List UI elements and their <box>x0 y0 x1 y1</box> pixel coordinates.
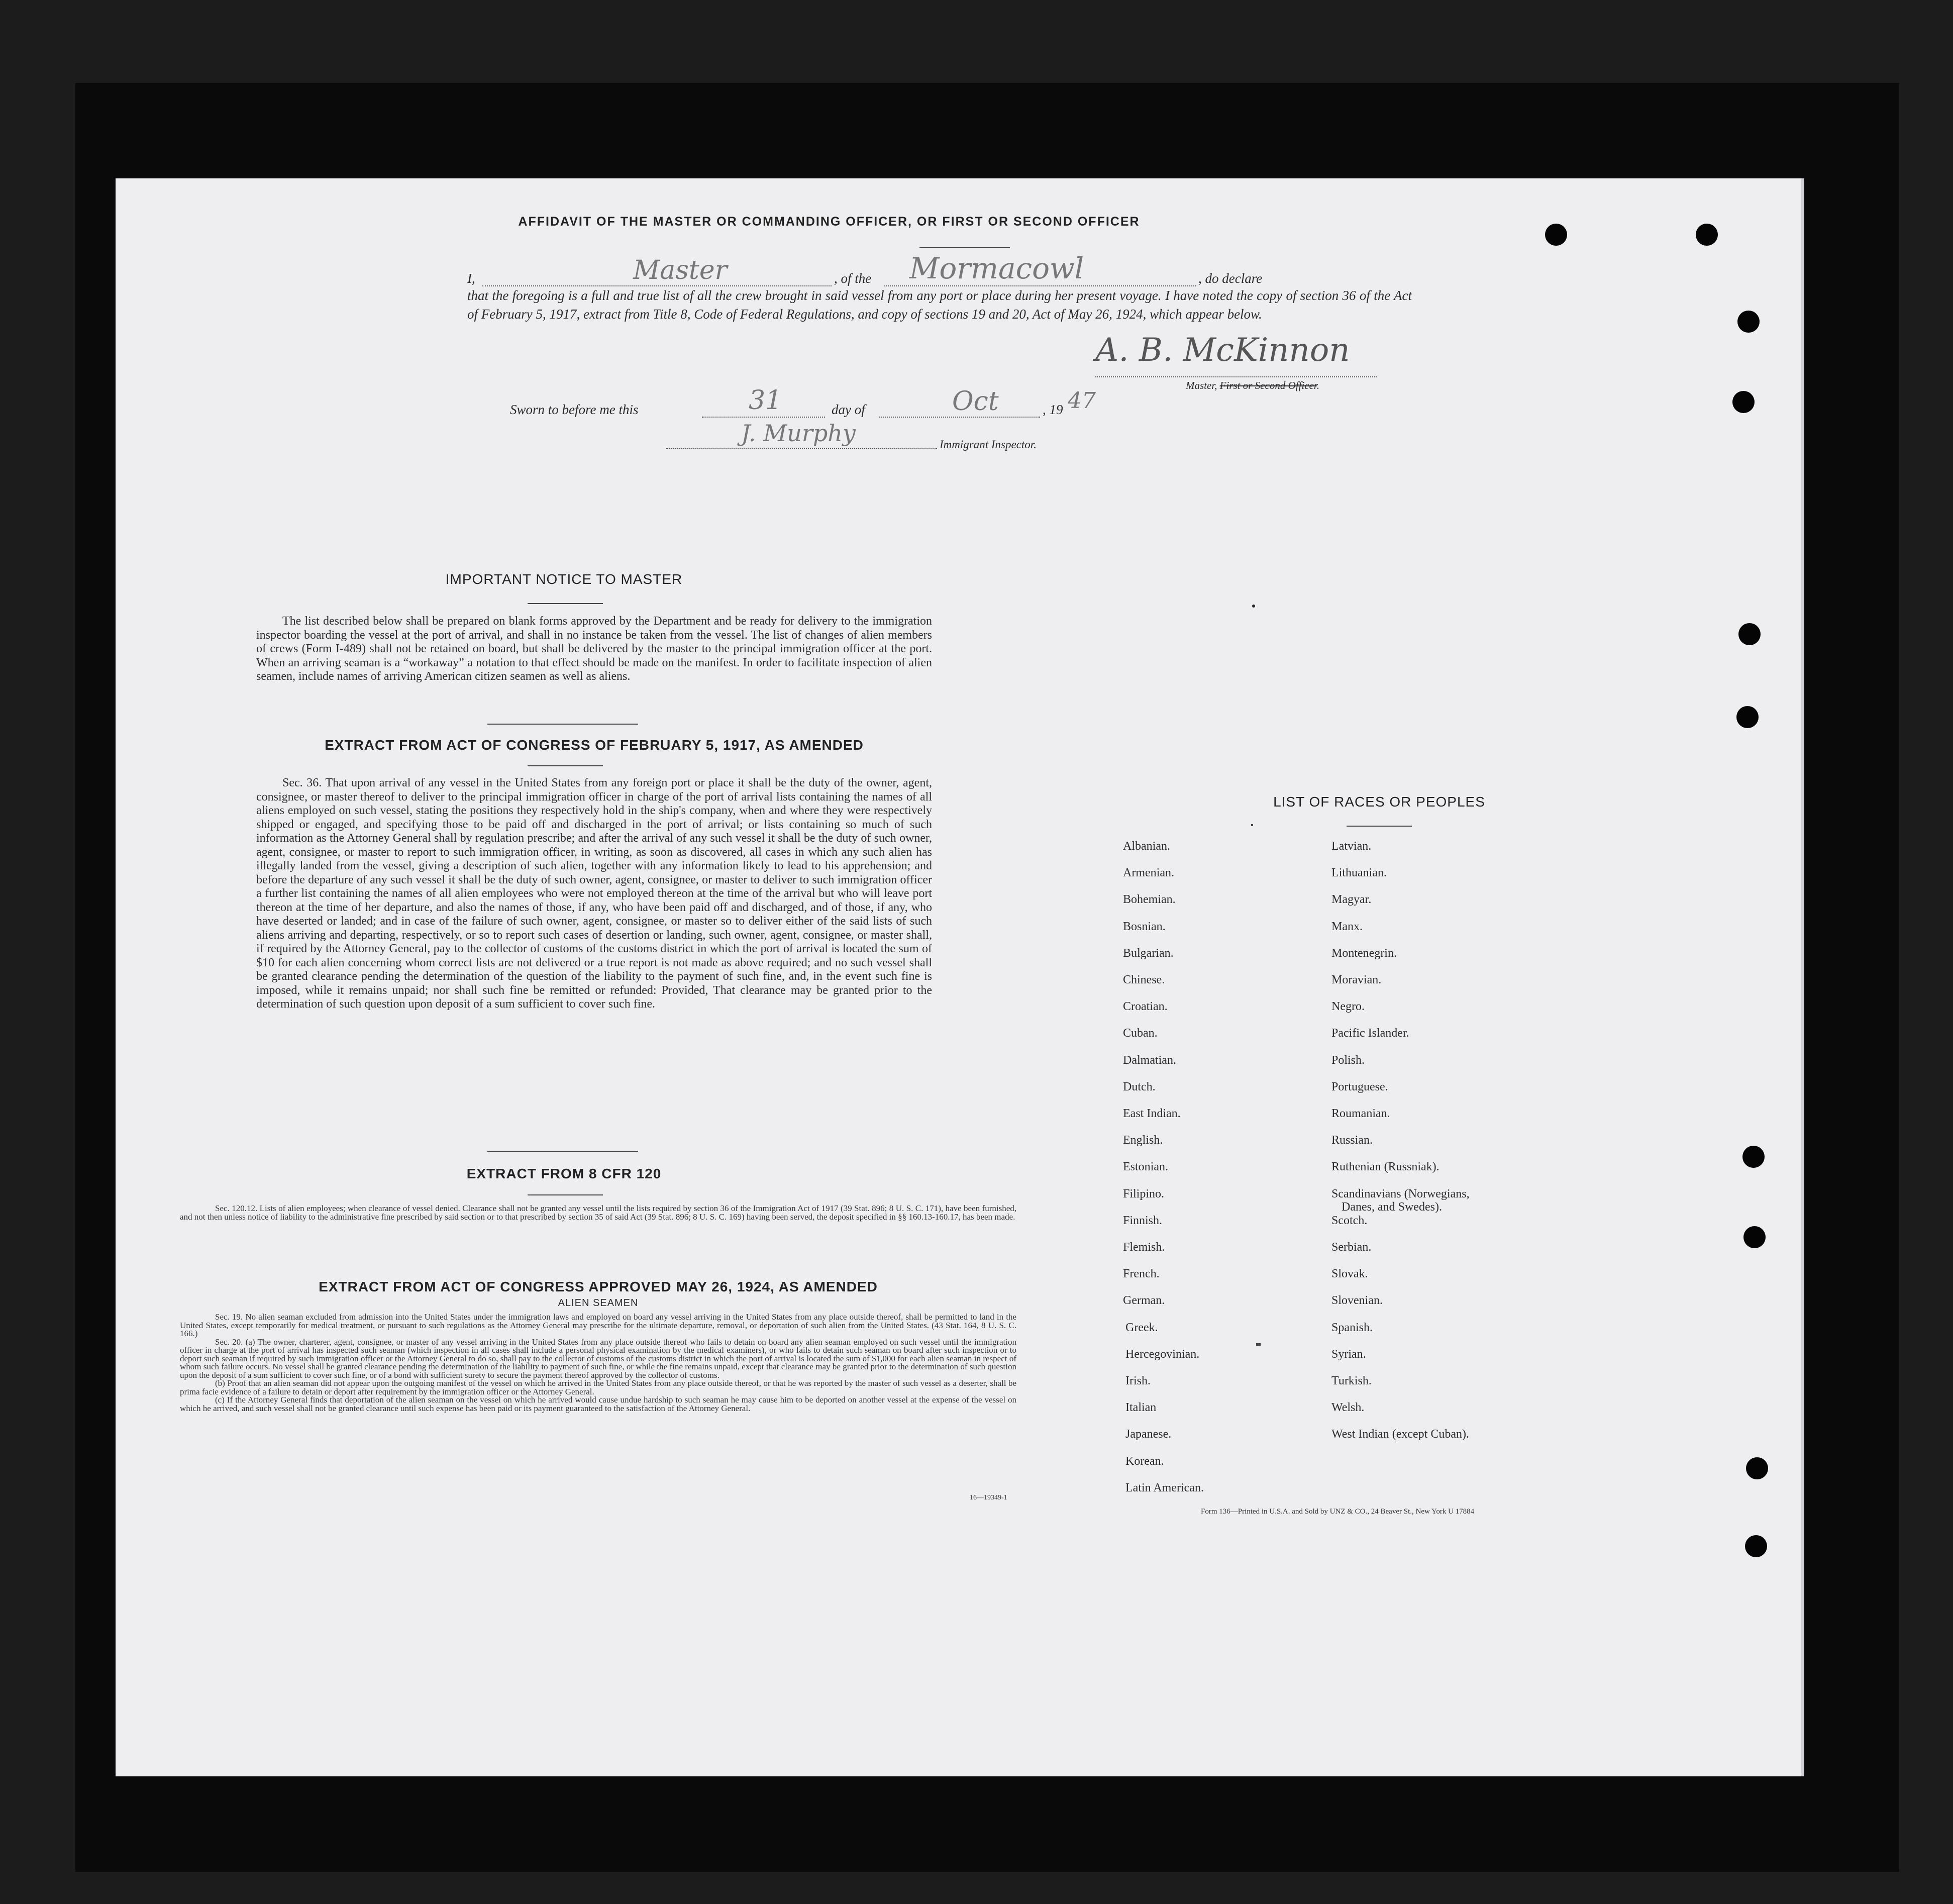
signature-caption <box>1186 379 1319 392</box>
sworn-label: Sworn to before me this <box>510 402 639 417</box>
master-name-handwriting: Master <box>633 255 728 285</box>
extract-1917-divider <box>487 1151 638 1152</box>
extract-cfr-heading: EXTRACT FROM 8 CFR 120 <box>466 1166 662 1181</box>
punch-hole <box>1746 1457 1768 1479</box>
declaration-text: that the foregoing is a full and true list of all the crew brought in said vessel from any port or place during her present voyage. I have noted the copy of section 36 of the Act of February 5, 1917, extract from Title 8, Code of Federal Regulations, and copy of sections 19 and 20, Act of May 26, 1924, which appear below. <box>467 288 1412 322</box>
notice-heading: IMPORTANT NOTICE TO MASTER <box>445 571 683 587</box>
race-item: Italian <box>1125 1401 1157 1415</box>
race-item: East Indian. <box>1123 1107 1181 1120</box>
race-item: Dutch. <box>1123 1080 1156 1093</box>
punch-hole <box>1736 706 1759 728</box>
race-item: Japanese. <box>1125 1428 1172 1441</box>
title-underline <box>919 247 1010 248</box>
race-item: French. <box>1123 1267 1160 1281</box>
race-item: Irish. <box>1125 1374 1151 1387</box>
caption-period: . <box>1316 379 1319 391</box>
extract-1917-underline <box>528 765 603 766</box>
day-handwriting: 31 <box>749 385 782 416</box>
race-item: Filipino. <box>1123 1187 1165 1200</box>
race-item: Syrian. <box>1331 1347 1366 1361</box>
affidavit-title: AFFIDAVIT OF THE MASTER OR COMMANDING OFFICER, OR FIRST OR SECOND OFFICER <box>518 215 1140 229</box>
notice-divider <box>487 724 638 725</box>
race-item: Bohemian. <box>1123 893 1176 907</box>
punch-hole <box>1743 1226 1766 1248</box>
race-item: Turkish. <box>1331 1374 1372 1387</box>
inspector-label: Immigrant Inspector. <box>940 438 1037 451</box>
sec-20a-text: Sec. 20. (a) The owner, charterer, agent, consignee, or master of any vessel arriving in the United States from any place outside thereof who fails to detain on board any alien seaman employed on such vessel until the immigration officer in charge at the port of arrival has inspected such seaman (which inspection in all cases shall include a personal physical examination by the medical examiners), or who fails to detain such seaman on board after such inspection or to deport such seaman if required by such immigration officer or the Attorney General to do so, shall pay to the collector of customs of the customs district in which the port of arrival is located the sum of $1,000 for each alien seaman in respect of whom such failure occurs. No vessel shall be granted clearance pending the determination of the liability to payment of such fine, or while the fine remains unpaid, except that clearance may be granted prior to the determination of such question upon the deposit of a sum sufficient to cover such fine, or of a bond with sufficient surety to secure the payment thereof approved by the collector of customs. <box>180 1337 1016 1380</box>
punch-hole <box>1742 1146 1765 1168</box>
day-field <box>702 416 825 418</box>
race-item: Magyar. <box>1331 893 1372 907</box>
caption-struck-officer: First or Second Officer <box>1219 379 1317 391</box>
race-item: Dalmatian. <box>1123 1053 1176 1067</box>
race-item: Cuban. <box>1123 1027 1158 1040</box>
race-item: Armenian. <box>1123 866 1174 880</box>
race-item: Scandinavians (Norwegians, <box>1331 1187 1470 1200</box>
i-label: I, <box>467 271 475 286</box>
extract-1924-body <box>180 1313 1016 1413</box>
do-declare-label: , do declare <box>1198 271 1263 286</box>
signature-line <box>1095 375 1377 377</box>
race-item: Negro. <box>1331 1000 1365 1014</box>
race-item: Scotch. <box>1331 1214 1368 1227</box>
vessel-name-handwriting: Mormacowl <box>909 251 1084 285</box>
race-item: Chinese. <box>1123 973 1165 986</box>
print-code: 16—19349-1 <box>970 1494 1007 1501</box>
day-of-label: day of <box>832 402 865 417</box>
race-item: West Indian (except Cuban). <box>1331 1428 1469 1441</box>
race-item: Pacific Islander. <box>1331 1027 1409 1040</box>
sec-20c-text: (c) If the Attorney General finds that deportation of the alien seaman on the vessel on which he arrived would cause undue hardship to such seaman he may cause him to be deported on another vessel at the expense of the vessel on which he arrived, and such vessel shall not be granted clearance until such expense has been paid or its payment guaranteed to the satisfaction of the Attorney General. <box>180 1395 1016 1413</box>
race-item: Ruthenian (Russniak). <box>1331 1160 1440 1174</box>
speck <box>1252 605 1255 608</box>
race-item: Albanian. <box>1123 840 1170 853</box>
punch-hole <box>1737 311 1760 333</box>
race-item: Polish. <box>1331 1053 1365 1067</box>
race-item: Slovak. <box>1331 1267 1368 1281</box>
race-item: Moravian. <box>1331 973 1382 986</box>
race-item: Welsh. <box>1331 1401 1365 1415</box>
punch-hole <box>1545 224 1567 246</box>
punch-hole <box>1745 1535 1767 1557</box>
extract-cfr-underline <box>528 1194 603 1195</box>
race-item: Croatian. <box>1123 1000 1168 1014</box>
race-item: Estonian. <box>1123 1160 1168 1174</box>
speck <box>1256 1343 1261 1346</box>
race-item: Latvian. <box>1331 840 1372 853</box>
race-item: Portuguese. <box>1331 1080 1388 1093</box>
race-item: Latin American. <box>1125 1481 1204 1494</box>
extract-1917-text: Sec. 36. That upon arrival of any vessel in the United States from any foreign port or place it shall be the duty of the owner, agent, consignee, or master thereof to deliver to the principal immigration officer in charge of the port of arrival lists containing the names of all aliens employed on such vessel, stating the positions they respectively hold in the ship's company, when and where they were respectively shipped or engaged, and specifying those to be paid off and discharged in the port of arrival; or lists containing so much of such information as the Attorney General shall by regulation prescribe; and after the arrival of any such vessel it shall be the duty of such owner, agent, consignee, or master to report to such immigration officer, in writing, as soon as discovered, all cases in which any such alien has illegally landed from the vessel, giving a description of such alien, together with any information likely to lead to his apprehension; and before the departure of any such vessel it shall be the duty of such owner, agent, consignee, or master to deliver to such immigration officer a further list containing the names of all alien employees who were not employed thereon at the time of the arrival but who will leave port thereon at the time of her departure, and also the names of those, if any, who have been paid off and discharged, and of those, if any, who have deserted or landed; and in case of the failure of such owner, agent, consignee, or master so to deliver either of the said lists of such aliens arriving and departing, respectively, or so to report such cases of desertion or landing, such owner, agent, consignee, or master shall, if required by the Attorney General, pay to the collector of customs of the customs district in which the port of arrival is located the sum of $10 for each alien concerning whom correct lists are not delivered or a true report is not made as above required; and no such vessel shall be granted clearance pending the determination of the question of the liability to the payment of such fine, and, in the event such fine is imposed, while it remains unpaid; nor shall such fine be remitted or refunded: Provided, That clearance may be granted prior to the determination of such question upon deposit of a sum sufficient to cover such fine. <box>256 776 932 1011</box>
race-item: Finnish. <box>1123 1214 1163 1227</box>
race-item: Montenegrin. <box>1331 946 1397 960</box>
document-page <box>116 178 1804 1776</box>
race-item: Flemish. <box>1123 1241 1165 1254</box>
punch-hole <box>1732 391 1755 413</box>
punch-hole <box>1696 224 1718 246</box>
inspector-handwriting: J. Murphy <box>741 420 856 447</box>
race-item: Roumanian. <box>1331 1107 1390 1120</box>
race-item: Bulgarian. <box>1123 946 1174 960</box>
sec-19-text: Sec. 19. No alien seaman excluded from admission into the United States under the immigration laws and employed on board any vessel arriving in the United States from any place outside thereof, shall be permitted to land in the United States, except temporarily for medical treatment, or pursuant to such regulations as the Attorney General may prescribe for the ultimate departure, removal, or deportation of such alien from the United States. (43 Stat. 164, 8 U. S. C. 166.) <box>180 1312 1016 1338</box>
race-item: Danes, and Swedes). <box>1342 1200 1442 1214</box>
form-footer: Form 136—Printed in U.S.A. and Sold by UNZ & CO., 24 Beaver St., New York U 17884 <box>1201 1508 1475 1516</box>
race-item: Lithuanian. <box>1331 866 1387 880</box>
extract-1917-heading: EXTRACT FROM ACT OF CONGRESS OF FEBRUARY 5, 1917, AS AMENDED <box>325 737 864 753</box>
race-item: Manx. <box>1331 920 1363 933</box>
race-item: Korean. <box>1125 1454 1164 1468</box>
extract-1924-subheading: ALIEN SEAMEN <box>558 1297 639 1309</box>
master-signature: A. B. McKinnon <box>1095 332 1350 369</box>
race-item: Greek. <box>1125 1321 1158 1334</box>
races-heading: LIST OF RACES OR PEOPLES <box>1273 794 1485 810</box>
speck <box>1251 824 1253 826</box>
extract-cfr-text: Sec. 120.12. Lists of alien employees; when clearance of vessel denied. Clearance shall not be granted any vessel until the lists required by section 36 of the Immigration Act of 1917 (39 Stat. 896; 8 U. S. C. 171), have been furnished, and not then unless notice of liability to the administrative fine prescribed by said section or to that prescribed by section 35 of said Act (39 Stat. 896; 8 U. S. C. 169) having been served, the deposit specified in §§ 160.13-160.17, has been made. <box>180 1204 1016 1222</box>
races-underline <box>1347 826 1412 827</box>
of-the-label: , of the <box>834 271 872 286</box>
notice-underline <box>528 603 603 604</box>
race-item: English. <box>1123 1134 1163 1147</box>
year-prefix: , 19 <box>1043 402 1063 417</box>
sec-20b-text: (b) Proof that an alien seaman did not appear upon the outgoing manifest of the vessel on which he arrived in the United States from any place outside thereof, or that he was reported by the master of such vessel as a deserter, shall be prima facie evidence of a failure to detain or deport after requirement by the immigration officer or the Attorney General. <box>180 1378 1016 1396</box>
race-item: Russian. <box>1331 1134 1373 1147</box>
month-handwriting: Oct <box>952 386 999 417</box>
race-item: Hercegovinian. <box>1125 1347 1200 1361</box>
race-item: Spanish. <box>1331 1321 1373 1334</box>
caption-master: Master, <box>1186 379 1220 391</box>
year-handwriting: 47 <box>1068 388 1096 414</box>
race-item: Serbian. <box>1331 1241 1372 1254</box>
race-item: German. <box>1123 1294 1165 1308</box>
punch-hole <box>1738 623 1761 645</box>
race-item: Slovenian. <box>1331 1294 1383 1308</box>
inspector-signature-line <box>666 447 937 449</box>
extract-1924-heading: EXTRACT FROM ACT OF CONGRESS APPROVED MAY 26, 1924, AS AMENDED <box>319 1279 878 1294</box>
race-item: Bosnian. <box>1123 920 1166 933</box>
notice-text: The list described below shall be prepared on blank forms approved by the Department and be ready for delivery to the immigration inspector boarding the vessel at the port of arrival, and shall in no instance be taken from the vessel. The list of changes of alien members of crews (Form I-489) shall not be retained on board, but shall be delivered by the master to the principal immigration officer at the port. When an arriving seaman is a “workaway” a notation to that effect should be made on the manifest. In order to facilitate inspection of alien seamen, include names of arriving American citizen seamen as well as aliens. <box>256 615 932 683</box>
